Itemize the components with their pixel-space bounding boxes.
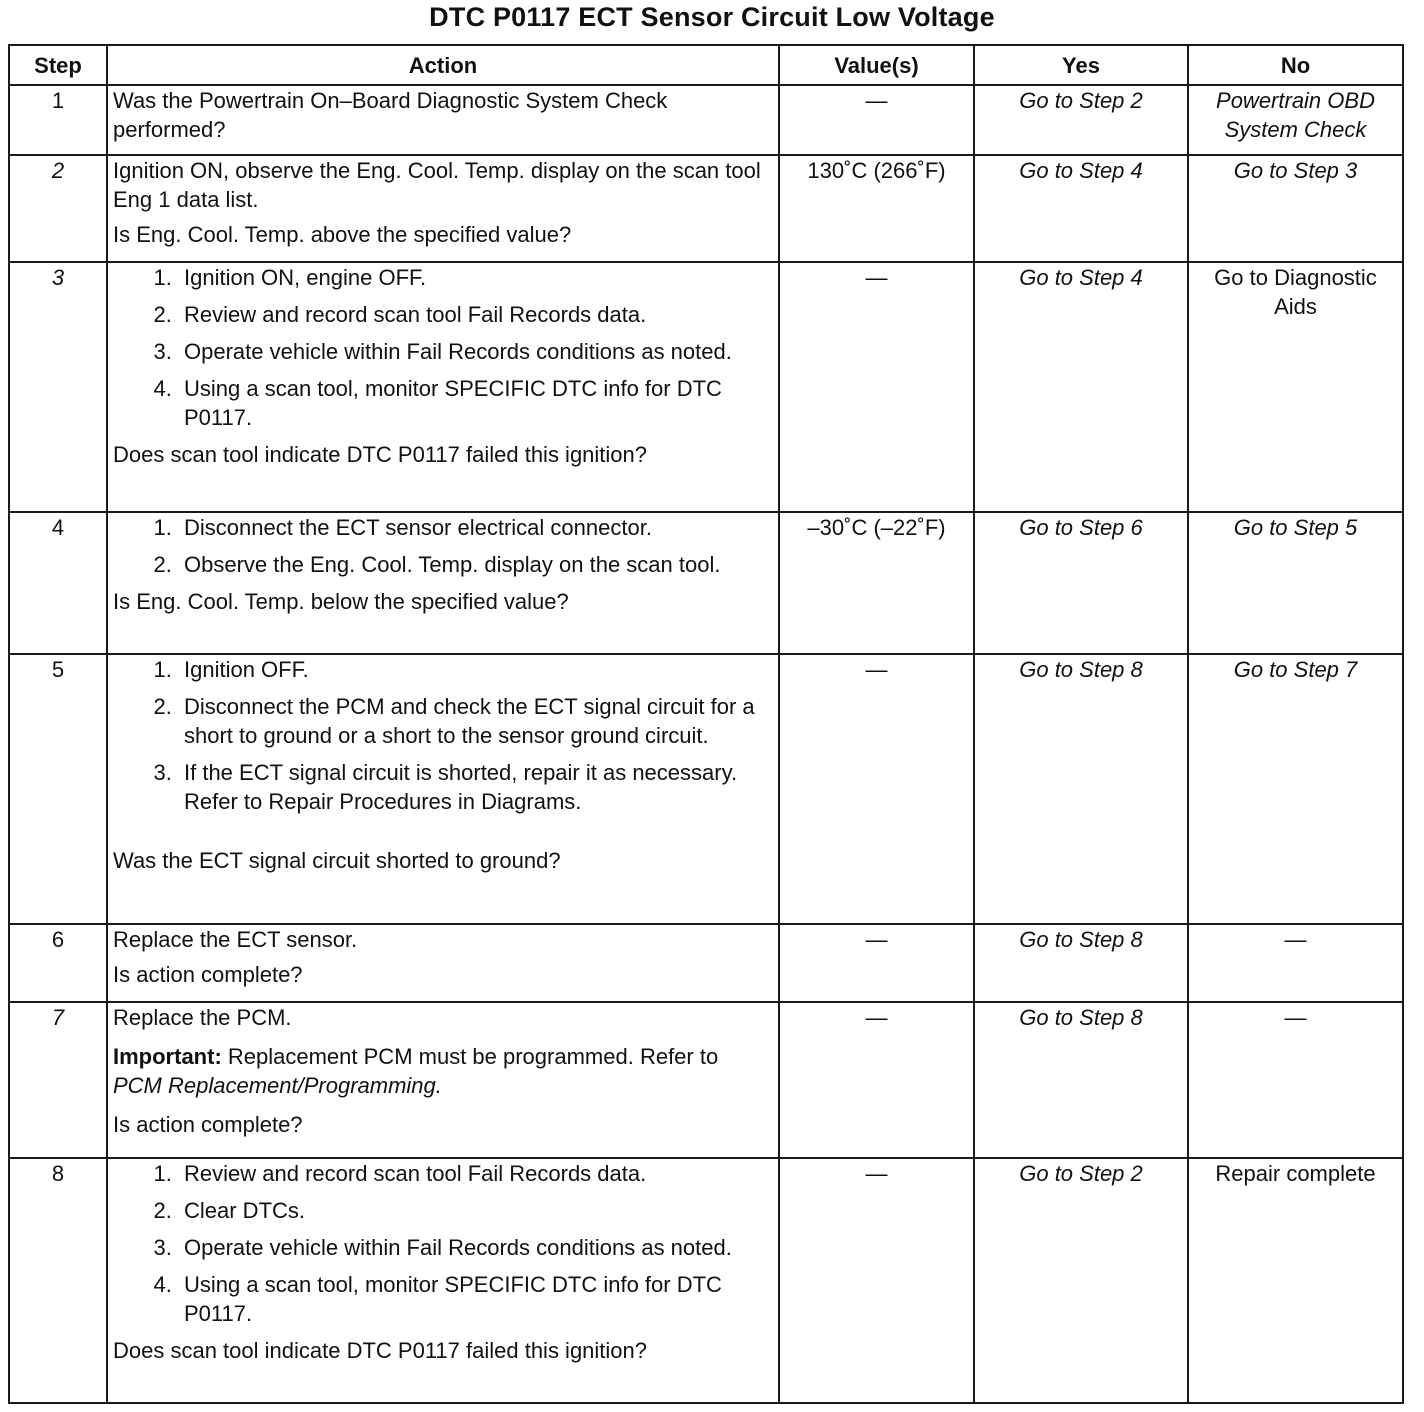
header-yes: Yes [974,45,1188,85]
list-item: 2. Disconnect the PCM and check the ECT signal circuit for a short to ground or a short to the sensor ground circuit. [178,692,773,750]
action-cell [107,85,779,155]
list-item: 4. Using a scan tool, monitor SPECIFIC DTC info for DTC P0117. [178,374,773,432]
table-row-step-4 [9,512,1403,654]
list-item: 2. Review and record scan tool Fail Records data. [178,300,773,329]
yes-cell: Go to Step 2 [974,85,1188,155]
no-cell: Go to Step 3 [1188,155,1403,262]
action-cell [107,155,779,262]
diagnostic-table [8,44,1404,1404]
value-cell: 130˚C (266˚F) [779,155,974,262]
step-number: 4 [9,512,107,654]
action-question: Was the ECT signal circuit shorted to ground? [113,848,561,873]
action-cell [107,1158,779,1403]
action-text: Ignition ON, observe the Eng. Cool. Temp. display on the scan tool Eng 1 data list. [113,158,761,212]
step-number: 1 [9,85,107,155]
list-item: 3. Operate vehicle within Fail Records conditions as noted. [178,1233,773,1262]
important-label: Important: [113,1044,222,1069]
no-cell: — [1188,1002,1403,1158]
action-list [113,513,773,579]
step-number: 8 [9,1158,107,1403]
table-row-step-3 [9,262,1403,512]
important-note [113,1042,773,1100]
action-cell [107,1002,779,1158]
value-cell: — [779,1002,974,1158]
no-cell: Go to Diagnostic Aids [1188,262,1403,512]
no-cell: Go to Step 7 [1188,654,1403,924]
action-cell [107,512,779,654]
value-cell: — [779,654,974,924]
no-cell: Repair complete [1188,1158,1403,1403]
no-cell: — [1188,924,1403,1002]
header-action: Action [107,45,779,85]
yes-cell: Go to Step 2 [974,1158,1188,1403]
value-cell: –30˚C (–22˚F) [779,512,974,654]
action-list [113,1159,773,1328]
list-item: 4. Using a scan tool, monitor SPECIFIC DTC info for DTC P0117. [178,1270,773,1328]
action-list [113,263,773,432]
header-step: Step [9,45,107,85]
yes-cell: Go to Step 8 [974,924,1188,1002]
value-cell: — [779,85,974,155]
important-text: Replacement PCM must be programmed. Refer to [227,1044,719,1069]
table-header-row [9,45,1403,85]
list-item: 1. Ignition OFF. [178,655,773,684]
yes-cell: Go to Step 6 [974,512,1188,654]
action-text: Was the Powertrain On–Board Diagnostic System Check performed? [113,88,668,142]
value-cell: — [779,1158,974,1403]
table-row-step-5 [9,654,1403,924]
action-cell [107,262,779,512]
list-item: 1. Disconnect the ECT sensor electrical connector. [178,513,773,542]
action-list [113,655,773,816]
table-row-step-1 [9,85,1403,155]
list-item: 3. Operate vehicle within Fail Records conditions as noted. [178,337,773,366]
action-cell [107,924,779,1002]
step-number: 3 [9,262,107,512]
action-question: Is Eng. Cool. Temp. below the specified value? [113,589,569,614]
yes-cell: Go to Step 8 [974,1002,1188,1158]
action-question: Does scan tool indicate DTC P0117 failed this ignition? [113,442,648,467]
header-values: Value(s) [779,45,974,85]
list-item: 1. Review and record scan tool Fail Records data. [178,1159,773,1188]
yes-cell: Go to Step 8 [974,654,1188,924]
list-item: 3. If the ECT signal circuit is shorted, repair it as necessary. Refer to Repair Procedures in Diagrams. [178,758,773,816]
action-text: Replace the PCM. [113,1005,292,1030]
step-number: 5 [9,654,107,924]
no-cell: Powertrain OBD System Check [1188,85,1403,155]
important-reference: PCM Replacement/Programming. [113,1073,442,1098]
table-row-step-7 [9,1002,1403,1158]
step-number: 7 [9,1002,107,1158]
yes-cell: Go to Step 4 [974,262,1188,512]
step-number: 6 [9,924,107,1002]
value-cell: — [779,924,974,1002]
table-row-step-2 [9,155,1403,262]
action-question: Does scan tool indicate DTC P0117 failed this ignition? [113,1338,648,1363]
value-cell: — [779,262,974,512]
list-item: 2. Clear DTCs. [178,1196,773,1225]
table-row-step-8 [9,1158,1403,1403]
header-no: No [1188,45,1403,85]
yes-cell: Go to Step 4 [974,155,1188,262]
action-question: Is action complete? [113,1112,303,1137]
action-cell [107,654,779,924]
table-row-step-6 [9,924,1403,1002]
list-item: 2. Observe the Eng. Cool. Temp. display on the scan tool. [178,550,773,579]
list-item: 1. Ignition ON, engine OFF. [178,263,773,292]
page-title: DTC P0117 ECT Sensor Circuit Low Voltage [429,2,995,32]
action-text: Replace the ECT sensor. [113,927,358,952]
no-cell: Go to Step 5 [1188,512,1403,654]
step-number: 2 [9,155,107,262]
action-question: Is action complete? [113,962,303,987]
action-question: Is Eng. Cool. Temp. above the specified value? [113,222,572,247]
